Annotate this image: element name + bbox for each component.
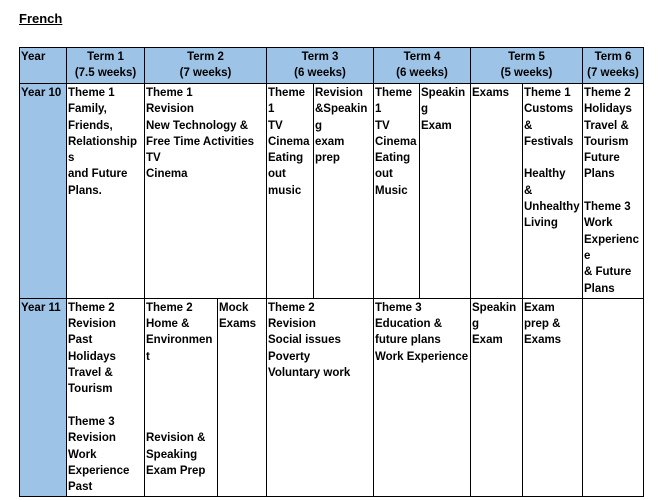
year-10-row [20, 84, 644, 299]
y10-term1-cell: Theme 1 Family, Friends, Relationships and Future Plans. [67, 84, 145, 299]
header-term-1: Term 1 (7.5 weeks) [67, 48, 145, 84]
header-term-6: Term 6 (7 weeks) [583, 48, 644, 84]
y11-term6-cell [583, 298, 644, 497]
y10-term5-exams-cell: Exams [471, 84, 523, 299]
y10-term5-theme-cell: Theme 1 Customs & Festivals Healthy & Unhealthy Living [523, 84, 583, 299]
year-11-row [20, 298, 644, 497]
y10-term3-revision-cell: Revision &Speaking exam prep [314, 84, 374, 299]
header-term-2: Term 2 (7 weeks) [145, 48, 267, 84]
y11-term4-cell: Theme 3 Education & future plans Work Experience [374, 298, 471, 497]
header-year: Year [20, 48, 67, 84]
header-row [20, 48, 644, 84]
header-term-5: Term 5 (5 weeks) [471, 48, 583, 84]
y10-term4-speaking-cell: Speaking Exam [420, 84, 471, 299]
header-term-4: Term 4 (6 weeks) [374, 48, 471, 84]
y11-term2-theme-cell: Theme 2 Home & Environment Revision & Speaking Exam Prep [145, 298, 218, 497]
y10-term4-theme-cell: Theme 1 TV Cinema Eating out Music [374, 84, 420, 299]
y11-term5-speaking-cell: Speaking Exam [471, 298, 523, 497]
page-title: French [19, 11, 63, 26]
curriculum-table [19, 47, 644, 497]
y11-term5-exams-cell: Exam prep & Exams [523, 298, 583, 497]
y11-term1-cell: Theme 2 Revision Past Holidays Travel & Tourism Theme 3 Revision Work Experience Past [67, 298, 145, 497]
year-11-label: Year 11 [20, 298, 67, 497]
y10-term6-cell: Theme 2 Holidays Travel & Tourism Future Plans Theme 3 Work Experience & Future Plans [583, 84, 644, 299]
y11-term2-mock-cell: Mock Exams [218, 298, 267, 497]
year-10-label: Year 10 [20, 84, 67, 299]
y10-term3-theme-cell: Theme 1 TV Cinema Eating out music [267, 84, 314, 299]
header-term-3: Term 3 (6 weeks) [267, 48, 374, 84]
y10-term2-cell: Theme 1 Revision New Technology & Free Time Activities TV Cinema [145, 84, 267, 299]
y11-term3-cell: Theme 2 Revision Social issues Poverty Voluntary work [267, 298, 374, 497]
